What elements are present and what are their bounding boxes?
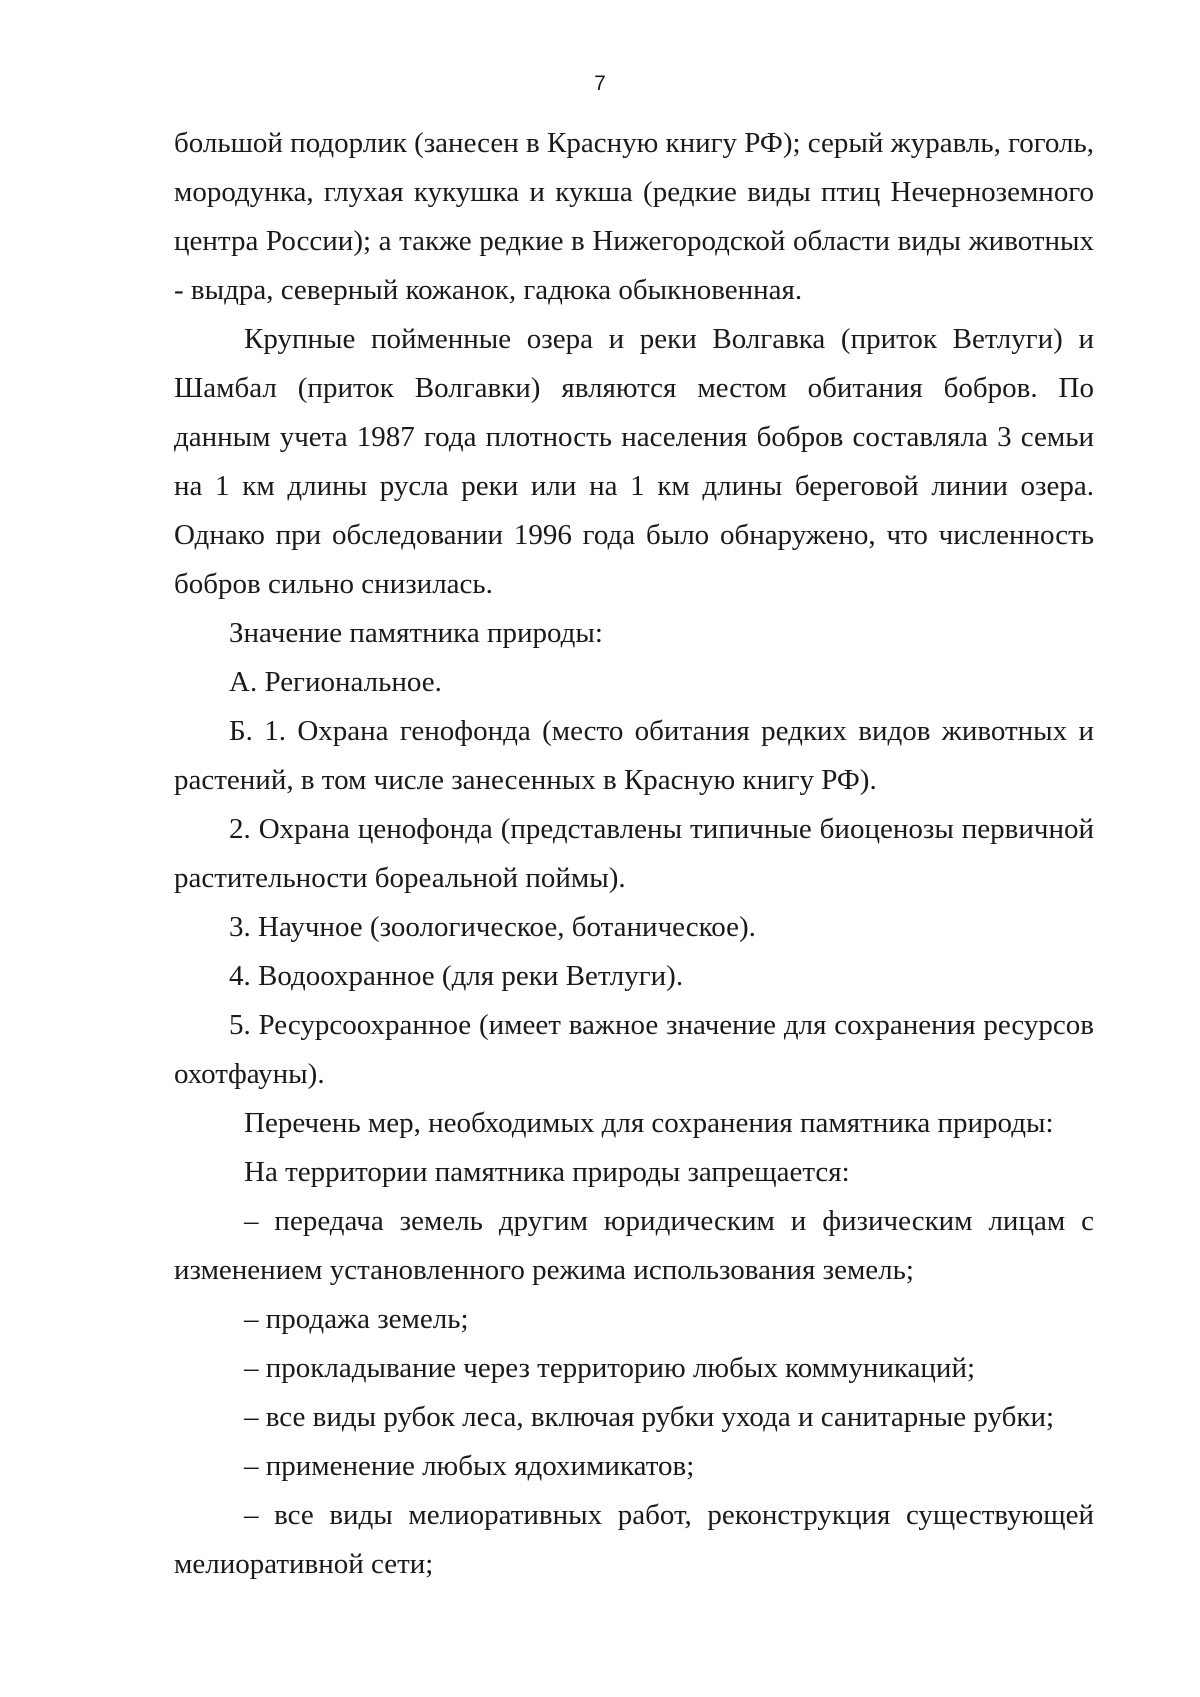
list-item-pesticides: – применение любых ядохимикатов; — [244, 1450, 695, 1482]
list-item-land-transfer: – передача земель другим юридическим и физическим лицам с изменением установленного режима использования земель; — [174, 1205, 1094, 1286]
paragraph-significance-4: 4. Водоохранное (для реки Ветлуги). — [229, 960, 684, 992]
paragraph-significance-5: 5. Ресурсоохранное (имеет важное значение для сохранения ресурсов охотфауны). — [174, 1009, 1094, 1090]
paragraph-significance-b1: Б. 1. Охрана генофонда (место обитания редких видов животных и растений, в том числе занесенных в Красную книгу РФ). — [174, 715, 1094, 796]
paragraph-significance-2: 2. Охрана ценофонда (представлены типичные биоценозы первичной растительности бореальной поймы). — [174, 813, 1094, 894]
list-item-land-sale: – продажа земель; — [244, 1303, 469, 1335]
paragraph-significance-3: 3. Научное (зоологическое, ботаническое). — [229, 911, 756, 943]
page-number: 7 — [594, 72, 606, 95]
paragraph-beavers: Крупные пойменные озера и реки Волгавка (приток Ветлуги) и Шамбал (приток Волгавки) являются местом обитания бобров. По данным учета 1987 года плотность населения бобров составляла 3 семьи на 1 км длины русла реки или на 1 км длины береговой линии озера. Однако при обследовании 1996 года было обнаружено, что численность бобров сильно снизилась. — [174, 323, 1094, 600]
list-item-logging: – все виды рубок леса, включая рубки ухода и санитарные рубки; — [244, 1401, 1055, 1433]
paragraph-measures-heading: Перечень мер, необходимых для сохранения памятника природы: — [244, 1107, 1054, 1139]
paragraph-significance-a: А. Региональное. — [229, 666, 442, 698]
list-item-communications: – прокладывание через территорию любых коммуникаций; — [244, 1352, 976, 1384]
paragraph-significance-heading: Значение памятника природы: — [229, 617, 603, 649]
paragraph-rare-species: большой подорлик (занесен в Красную книгу РФ); серый журавль, гоголь, мородунка, глухая кукушка и кукша (редкие виды птиц Нечерноземного центра России); а также редкие в Нижегородской области виды животных - выдра, северный кожанок, гадюка обыкновенная. — [174, 127, 1094, 306]
list-item-melioration: – все виды мелиоративных работ, реконструкция существующей мелиоративной сети; — [174, 1499, 1094, 1580]
paragraph-prohibited-heading: На территории памятника природы запрещается: — [244, 1156, 850, 1188]
document-body — [174, 119, 1094, 1589]
